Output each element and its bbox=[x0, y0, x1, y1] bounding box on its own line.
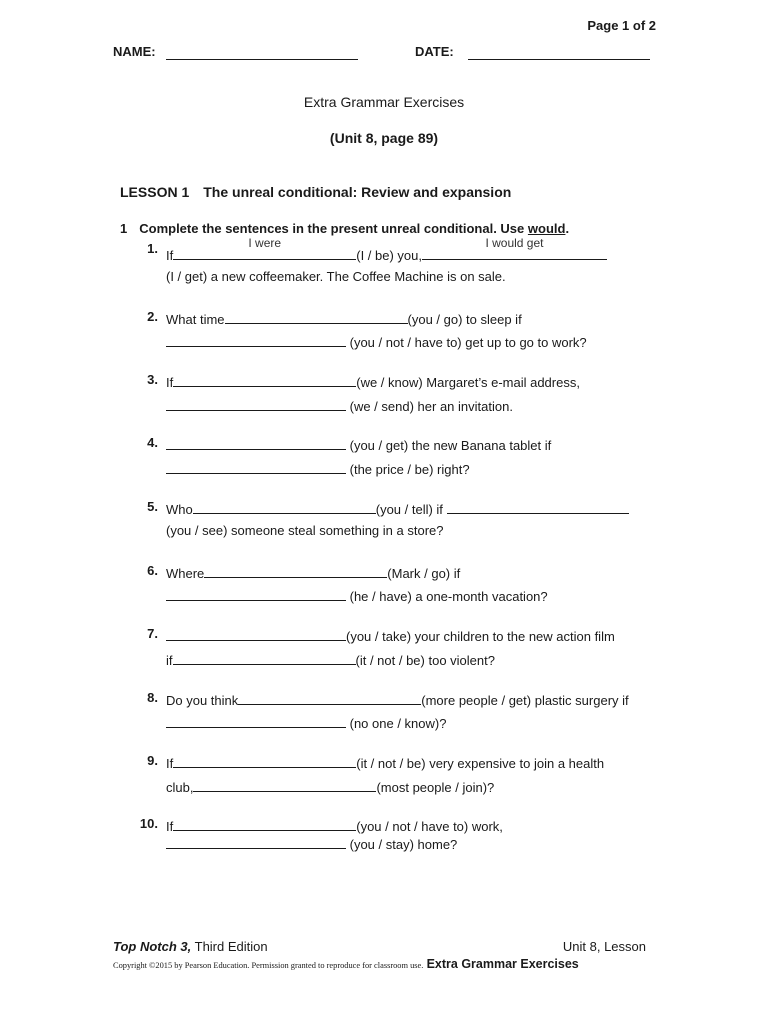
item-line-1: What time (you / go) to sleep if bbox=[166, 309, 522, 327]
page-number: Page 1 of 2 bbox=[587, 18, 656, 33]
answer-blank[interactable] bbox=[204, 563, 387, 578]
item-number: 2. bbox=[147, 309, 158, 324]
date-label: DATE: bbox=[415, 44, 454, 59]
item-line-2: (you / not / have to) get up to go to work? bbox=[166, 332, 587, 350]
answer-blank[interactable] bbox=[173, 372, 356, 387]
item-line-2: if (it / not / be) too violent? bbox=[166, 650, 495, 668]
answer-blank[interactable] bbox=[166, 586, 346, 601]
answer-blank[interactable] bbox=[166, 396, 346, 411]
item-line-1: If (it / not / be) very expensive to join a health bbox=[166, 753, 604, 771]
item-line-2: (I / get) a new coffeemaker. The Coffee Machine is on sale. bbox=[166, 269, 506, 284]
instruction-emphasis: would bbox=[527, 221, 566, 236]
answer-blank[interactable] bbox=[173, 650, 356, 665]
item-line-1: Where (Mark / go) if bbox=[166, 563, 460, 581]
answer-blank[interactable] bbox=[193, 499, 376, 514]
item-number: 9. bbox=[147, 753, 158, 768]
filled-answer: I would get bbox=[485, 236, 544, 250]
answer-blank[interactable] bbox=[166, 435, 346, 450]
answer-blank[interactable] bbox=[173, 816, 356, 831]
instruction-number: 1 bbox=[120, 221, 128, 236]
answer-blank[interactable] bbox=[166, 713, 346, 728]
answer-blank[interactable] bbox=[225, 309, 408, 324]
item-line-1: Do you think (more people / get) plastic surgery if bbox=[166, 690, 629, 708]
answer-blank[interactable] bbox=[173, 753, 356, 768]
date-field[interactable] bbox=[468, 46, 650, 60]
item-number: 3. bbox=[147, 372, 158, 387]
answer-blank[interactable] bbox=[173, 236, 356, 260]
lesson-label: LESSON 1 bbox=[120, 184, 190, 200]
footer-unit: Unit 8, Lesson bbox=[562, 939, 646, 954]
answer-blank[interactable] bbox=[238, 690, 421, 705]
item-number: 8. bbox=[147, 690, 158, 705]
copyright-text: Copyright ©2015 by Pearson Education. Permission granted to reproduce for classroom use. bbox=[113, 961, 424, 970]
item-number: 5. bbox=[147, 499, 158, 514]
name-field[interactable] bbox=[166, 46, 358, 60]
footer-exercises-title: Extra Grammar Exercises bbox=[426, 957, 579, 971]
page-title: Extra Grammar Exercises bbox=[303, 94, 465, 110]
instruction-text: Complete the sentences in the present unreal conditional. Use bbox=[139, 221, 528, 236]
item-line-2: (no one / know)? bbox=[166, 713, 446, 731]
item-number: 4. bbox=[147, 435, 158, 450]
item-line-2: club, (most people / join)? bbox=[166, 777, 494, 795]
item-line-2: (we / send) her an invitation. bbox=[166, 396, 513, 414]
answer-blank[interactable] bbox=[166, 459, 346, 474]
filled-answer: I were bbox=[248, 236, 282, 250]
lesson-heading bbox=[120, 184, 511, 200]
answer-blank[interactable] bbox=[166, 834, 346, 849]
answer-blank[interactable] bbox=[447, 499, 629, 514]
item-line-2: (the price / be) right? bbox=[166, 459, 470, 477]
book-title: Top Notch 3, bbox=[113, 939, 192, 954]
footer-book bbox=[113, 939, 268, 954]
item-number: 10. bbox=[139, 816, 158, 831]
item-line-2: (you / stay) home? bbox=[166, 834, 457, 852]
item-line-2: (you / see) someone steal something in a store? bbox=[166, 523, 444, 538]
answer-blank[interactable] bbox=[166, 626, 346, 641]
answer-blank[interactable] bbox=[422, 236, 607, 260]
item-line-1: If (you / not / have to) work, bbox=[166, 816, 503, 834]
item-line-2: (he / have) a one-month vacation? bbox=[166, 586, 548, 604]
name-label: NAME: bbox=[113, 44, 156, 59]
book-edition: Third Edition bbox=[191, 939, 268, 954]
page-subtitle: (Unit 8, page 89) bbox=[329, 130, 439, 146]
item-line-1: Who (you / tell) if bbox=[166, 499, 629, 517]
answer-blank[interactable] bbox=[193, 777, 376, 792]
item-number: 7. bbox=[147, 626, 158, 641]
instruction: 1 Complete the sentences in the present unreal conditional. Use would. bbox=[120, 221, 570, 236]
item-number: 1. bbox=[147, 241, 158, 256]
item-number: 6. bbox=[147, 563, 158, 578]
item-line-1: (you / get) the new Banana tablet if bbox=[166, 435, 551, 453]
item-line-1: If I were (I / be) you, I would get bbox=[166, 245, 607, 263]
item-line-1: (you / take) your children to the new action film bbox=[166, 626, 615, 644]
lesson-title: The unreal conditional: Review and expansion bbox=[203, 184, 512, 200]
answer-blank[interactable] bbox=[166, 332, 346, 347]
item-line-1: If (we / know) Margaret’s e-mail address, bbox=[166, 372, 580, 390]
footer-copyright bbox=[113, 957, 579, 971]
